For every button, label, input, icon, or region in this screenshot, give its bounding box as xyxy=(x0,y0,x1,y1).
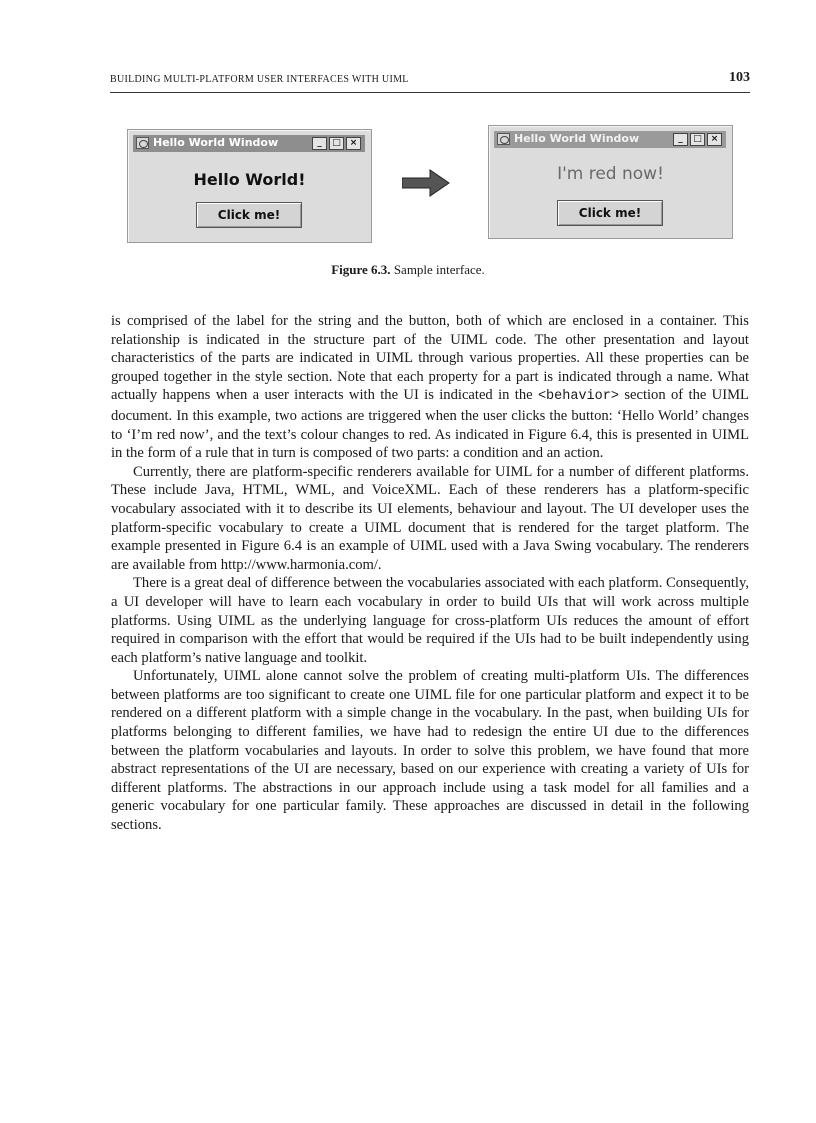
paragraph-text: is comprised of the label for the string and the button, both of which are enclosed in a container. This relationship is indicated in the structure part of the UIML code. The other presentation and layout characteristics of the parts are indicated in UIML through various properties. All these properties can be grouped together in the style section. Note that each property for a part is indicated through a name. What actually happens when a user interacts with the UI is indicated in the xyxy=(111,313,749,404)
paragraph: Unfortunately, UIML alone cannot solve the problem of creating multi-platform UIs. The differences between platforms are too significant to create one UIML file for one particular platform and expect it to be rendered on a different platform with a simple change in the vocabulary. In the past, when building UIs for platforms belonging to different families, we have had to redesign the entire UI due to the differences between the platform vocabularies and layouts. In order to solve this problem, we have found that more abstract representations of the UI are necessary, based on our experience with creating a variety of UIs for different platforms. The abstractions in our approach include using a task model for all families and a generic vocabulary for one particular family. These approaches are discussed in detail in the following sections. xyxy=(111,668,749,834)
caption-label: Figure 6.3. xyxy=(331,262,391,277)
paragraph: There is a great deal of difference between the vocabularies associated with each platform. Consequently, a UI developer will have to learn each vocabulary in order to build UIs that will work across multiple platforms. Using UIML as the underlying language for cross-platform UIs reduces the amount of effort required in comparison with the effort that would be required if the UIs had to be built independently using each platform’s native language and toolkit. xyxy=(111,575,749,666)
close-button[interactable]: × xyxy=(707,133,722,146)
click-me-button[interactable]: Click me! xyxy=(196,202,302,228)
java-window-icon xyxy=(497,133,510,145)
window-titlebar[interactable] xyxy=(133,135,365,152)
minimize-button[interactable]: _ xyxy=(312,137,327,150)
hello-label: Hello World! xyxy=(193,170,306,189)
close-button[interactable]: × xyxy=(346,137,361,150)
right-arrow-icon xyxy=(402,168,450,198)
minimize-button[interactable]: _ xyxy=(673,133,688,146)
click-me-button[interactable]: Click me! xyxy=(557,200,663,226)
window-title: Hello World Window xyxy=(514,132,640,145)
maximize-button[interactable]: □ xyxy=(329,137,344,150)
paragraph-text: section of the UIML document. In this example, two actions are triggered when the user clicks the button: ‘Hello World’ changes to ‘I’m red now’, and the text’s colour changes to red. As indicated in Figure 6.4, this is presented in UIML in the form of a rule that in turn is composed of two parts: a condition and an action. xyxy=(111,387,749,462)
page-header xyxy=(110,70,750,93)
paragraph: Currently, there are platform-specific renderers available for UIML for a number of different platforms. These include Java, HTML, WML, and VoiceXML. Each of these renderers has a platform-specific vocabulary associated with it to describe its UI elements, behaviour and layout. The UI developer uses the platform-specific vocabulary to create a UIML document that is rendered for the target platform. The example presented in Figure 6.4 is an example of UIML used with a Java Swing vocabulary. The renderers are available from http://www.harmonia.com/. xyxy=(111,463,749,573)
running-head: BUILDING MULTI-PLATFORM USER INTERFACES WITH UIML xyxy=(110,74,409,85)
red-label: I'm red now! xyxy=(557,164,664,184)
maximize-button[interactable]: □ xyxy=(690,133,705,146)
hello-world-window-after xyxy=(488,125,733,239)
paragraph xyxy=(111,312,749,463)
hello-world-window-before xyxy=(127,129,372,243)
caption-text: Sample interface. xyxy=(393,262,485,277)
body-text xyxy=(111,312,749,835)
page-number: 103 xyxy=(729,70,750,85)
window-titlebar[interactable] xyxy=(494,131,726,148)
java-window-icon xyxy=(136,137,149,149)
behavior-code: <behavior> xyxy=(537,389,619,405)
window-title: Hello World Window xyxy=(153,136,279,149)
figure-caption xyxy=(0,262,816,278)
